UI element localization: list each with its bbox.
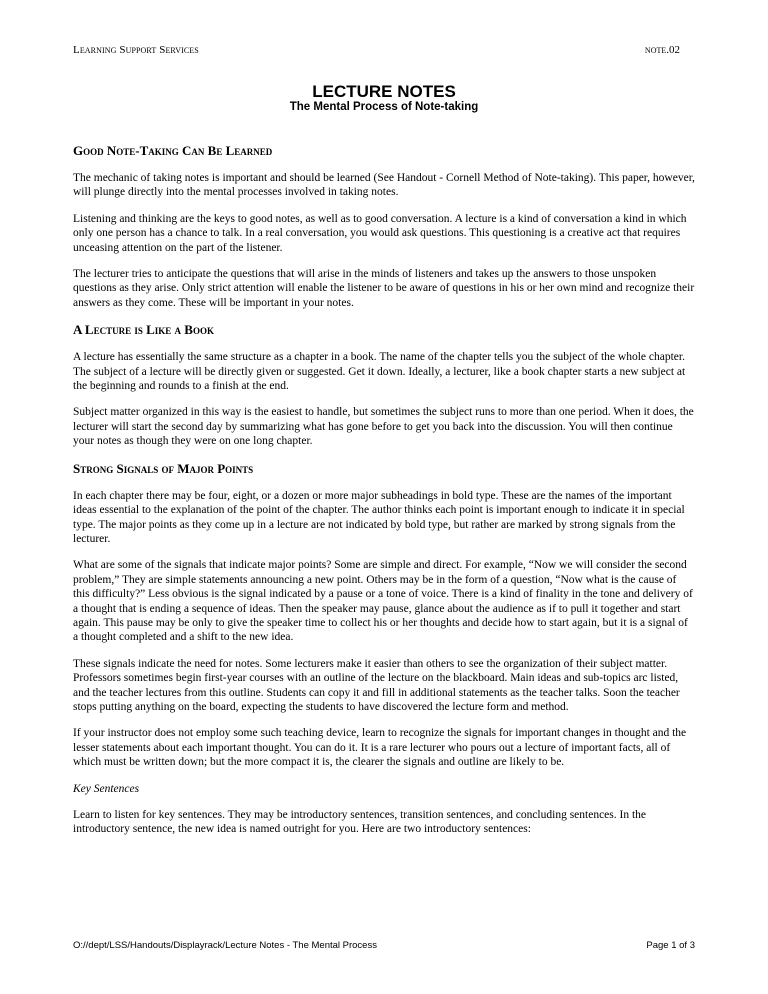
section-lecture-like-book bbox=[73, 322, 695, 448]
subheading-key-sentences: Key Sentences bbox=[73, 782, 140, 795]
header-department: Learning Support Services bbox=[73, 44, 199, 56]
paragraph: The mechanic of taking notes is important and should be learned (See Handout - Cornell Method of Note-taking). This paper, however, will plunge directly into the mental processes involved in taking notes. bbox=[73, 172, 695, 199]
paragraph: These signals indicate the need for notes. Some lecturers make it easier than others to see the organization of their subject matter. Professors sometimes begin first-year courses with an outline of the lecture on the blackboard. Main ideas and sub-topics arc listed, and the teacher lectures from this outline. Students can copy it and fill in additional statements as the teacher talks. Soon the teacher stops putting anything on the board, expecting the students to have discovered the lecture form and method. bbox=[73, 657, 680, 713]
section-good-note-taking bbox=[73, 143, 695, 310]
document-title: LECTURE NOTES bbox=[312, 82, 456, 101]
paragraph: In each chapter there may be four, eight, or a dozen or more major subheadings in bold type. These are the names of the important ideas essential to the explanation of the point of the chapter. The author thinks each point is important enough to indicate it in special type. The major points as they come up in a lecture are not indicated by bold type, but rather are marked by strong signals from the lecturer. bbox=[73, 489, 685, 545]
paragraph: Listening and thinking are the keys to good notes, as well as to good conversation. A lecture is a kind of conversation a kind in which only one person has a chance to talk. In a real conversation, you would ask questions. This questioning is a creative act that requires unceasing attention on the part of the listener. bbox=[73, 212, 687, 254]
document-body bbox=[73, 143, 695, 849]
paragraph: A lecture has essentially the same structure as a chapter in a book. The name of the chapter tells you the subject of the whole chapter. The subject of a lecture will be directly given or suggested. Get it down. Ideally, a lecturer, like a book chapter starts a new subject at the beginning and rounds to a finish at the end. bbox=[73, 351, 686, 393]
document-subtitle: The Mental Process of Note-taking bbox=[289, 101, 479, 113]
paragraph: If your instructor does not employ some such teaching device, learn to recognize the signals for important changes in thought and the lesser statements about each important thought. You can do it. It is a rare lecturer who pours out a lecture of important facts, all of which must be written down; but the more compact it is, the clearer the signals and outline are likely to be. bbox=[73, 727, 687, 769]
header-note-number: note.02 bbox=[644, 44, 680, 56]
paragraph: Subject matter organized in this way is the easiest to handle, but sometimes the subject runs to more than one period. When it does, the lecturer will start the second day by summarizing what has gone before to get you back into the discussion. You will then continue your notes as though they were on one long chapter. bbox=[73, 406, 694, 448]
section-heading: A Lecture is Like a Book bbox=[73, 322, 214, 338]
section-heading: Good Note-Taking Can Be Learned bbox=[73, 143, 273, 158]
paragraph: What are some of the signals that indicate major points? Some are simple and direct. For example, “Now we will consider the second problem,” They are simple statements announcing a new point. Others may be in the form of a question, “Now what is the cause of this difficulty?” Less obvious is the signal indicated by a pause or a tone of voice. There is a kind of finality in the tone and delivery of a thought that is ending a sequence of ideas. Then the speaker may pause, glance about the audience as if to pull it together and start again. This pause may be only to give the speaker time to collect his or her thoughts and decide how to start again, but it is a signal of a thought completed and a shift to the new idea. bbox=[73, 559, 693, 644]
paragraph: The lecturer tries to anticipate the questions that will arise in the minds of listeners and takes up the answers to those unspoken questions as they arise. Only strict attention will enable the listener to be aware of questions in his or her own mind and recognize their answers as they come. These will be important in your notes. bbox=[73, 268, 695, 309]
section-strong-signals bbox=[73, 461, 695, 837]
section-heading: Strong Signals of Major Points bbox=[73, 460, 254, 476]
footer-file-path: O://dept/LSS/Handouts/Displayrack/Lecture Notes - The Mental Process bbox=[73, 940, 377, 951]
footer-page-number: Page 1 of 3 bbox=[646, 940, 695, 951]
paragraph: Learn to listen for key sentences. They may be introductory sentences, transition sentences, and concluding sentences. In the introductory sentence, the new idea is named outright for you. Here are two introductory sentences: bbox=[73, 809, 647, 836]
